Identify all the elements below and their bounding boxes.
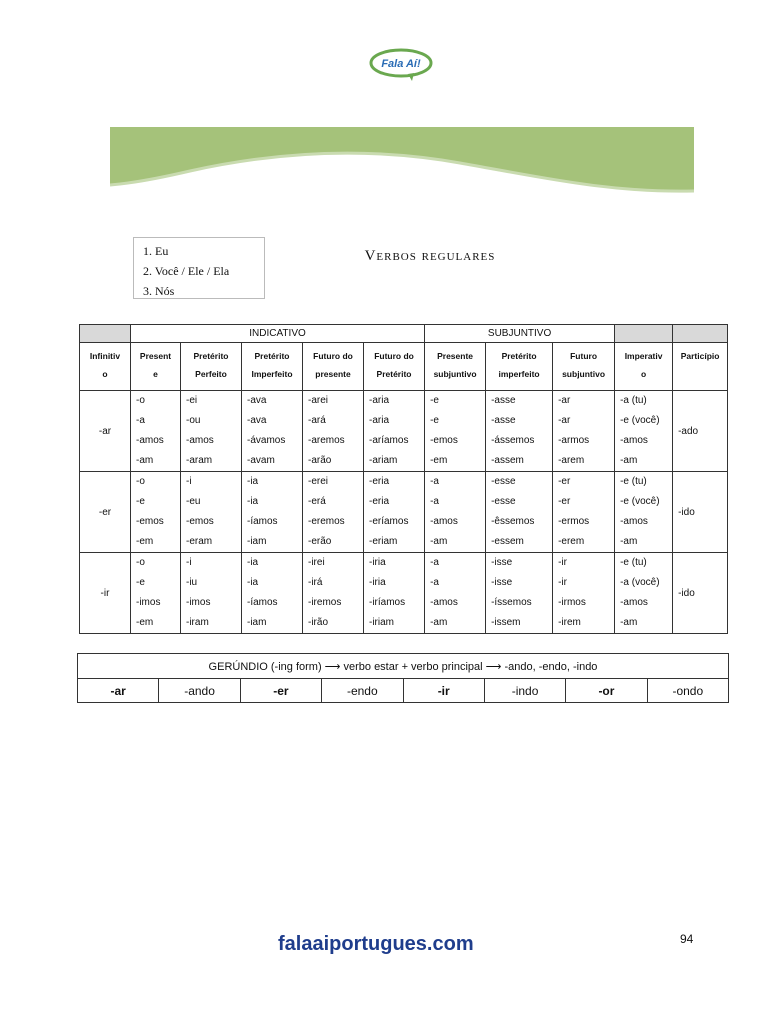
ending: -am — [620, 536, 638, 547]
column-header-line: Futuro — [570, 351, 598, 361]
column-header-line: Pretérito — [193, 351, 229, 361]
ending: -emos — [186, 516, 214, 527]
ending: -erão — [308, 536, 332, 547]
gerund-infinitive: -ir — [403, 679, 484, 703]
conjugation-cell — [242, 472, 303, 553]
ending: -irmos — [558, 597, 586, 608]
column-header — [80, 343, 131, 391]
ending: -am — [136, 455, 154, 466]
ending: -isse — [491, 557, 513, 568]
ending: -arei — [308, 395, 329, 406]
ending: -a — [136, 415, 145, 426]
ending: -iremos — [308, 597, 342, 608]
ending: -ia — [247, 476, 259, 487]
ending: -a — [430, 476, 439, 487]
ending: -ir — [558, 557, 567, 568]
website-link[interactable]: falaaiportugues.com — [278, 933, 474, 955]
corner-cell — [673, 325, 728, 343]
participle-ending: -ado — [673, 391, 728, 472]
ending: -irei — [308, 557, 325, 568]
column-header-line: imperfeito — [498, 369, 540, 379]
ending: -armos — [558, 435, 590, 446]
column-header — [131, 343, 181, 391]
ending: -aram — [186, 455, 213, 466]
conjugation-cell — [615, 553, 673, 634]
conjugation-cell — [364, 472, 425, 553]
column-header — [364, 343, 425, 391]
ending: -ir — [558, 577, 567, 588]
ending: -er — [558, 476, 571, 487]
ending: -em — [136, 617, 154, 628]
gerund-infinitive: -ar — [78, 679, 159, 703]
ending: -ermos — [558, 516, 590, 527]
column-header-line: Particípio — [680, 351, 720, 361]
conjugation-cell — [242, 391, 303, 472]
table-row — [80, 391, 728, 472]
conjugation-cell — [486, 553, 553, 634]
ending: -a — [430, 496, 439, 507]
ending: -eremos — [308, 516, 345, 527]
ending: -avam — [247, 455, 275, 466]
column-header — [181, 343, 242, 391]
conjugation-cell — [364, 553, 425, 634]
column-header-line: subjuntivo — [433, 369, 477, 379]
column-header-line: Futuro do — [374, 351, 414, 361]
ending: -essem — [491, 536, 524, 547]
gerund-ending: -ondo — [647, 679, 728, 703]
ending: -asse — [491, 415, 516, 426]
ending: -irá — [308, 577, 323, 588]
ending: -a — [430, 557, 439, 568]
ending: -er — [558, 496, 571, 507]
ending: -ia — [247, 577, 259, 588]
ending: -aria — [369, 415, 390, 426]
ending: -em — [136, 536, 154, 547]
ending: -êssemos — [491, 516, 535, 527]
corner-cell — [80, 325, 131, 343]
ending: -o — [136, 476, 145, 487]
ending: -i — [186, 557, 192, 568]
ending: -aria — [369, 395, 390, 406]
ending: -eria — [369, 476, 390, 487]
ending: -arão — [308, 455, 332, 466]
ending: -ou — [186, 415, 201, 426]
conjugation-cell — [486, 472, 553, 553]
page-number: 94 — [680, 932, 694, 946]
gerund-infinitive: -er — [240, 679, 321, 703]
gerund-header: GERÚNDIO (-ing form) ⟶ verbo estar + verbo principal ⟶ -ando, -endo, -indo — [78, 654, 729, 679]
ending: -esse — [491, 476, 516, 487]
column-header-line: presente — [315, 369, 351, 379]
participle-ending: -ido — [673, 472, 728, 553]
ending: -o — [136, 557, 145, 568]
ending: -erei — [308, 476, 329, 487]
ending: -imos — [136, 597, 161, 608]
conjugation-cell — [425, 391, 486, 472]
ending: -e — [136, 496, 145, 507]
ending: -e — [136, 577, 145, 588]
conjugation-cell — [615, 472, 673, 553]
ending: -amos — [430, 597, 458, 608]
page-title: Verbos regulares — [364, 248, 496, 264]
column-header — [673, 343, 728, 391]
ending: -ar — [558, 395, 571, 406]
column-header — [303, 343, 364, 391]
column-header-line: Imperfeito — [251, 369, 293, 379]
ending: -issem — [491, 617, 521, 628]
ending: -e — [430, 395, 439, 406]
column-header-line: Perfeito — [195, 369, 227, 379]
pronoun-item: 3. Nós — [143, 284, 175, 298]
conjugation-cell — [131, 391, 181, 472]
ending: -am — [620, 455, 638, 466]
gerund-ending: -indo — [484, 679, 565, 703]
ending: -e — [430, 415, 439, 426]
ending: -ei — [186, 395, 198, 406]
ending: -aríamos — [369, 435, 409, 446]
pronoun-list — [133, 237, 265, 299]
conjugation-cell — [131, 472, 181, 553]
column-header — [486, 343, 553, 391]
ending: -am — [430, 536, 448, 547]
ending: -assem — [491, 455, 524, 466]
ending: -eríamos — [369, 516, 409, 527]
column-header-line: Futuro do — [313, 351, 353, 361]
conjugation-cell — [303, 472, 364, 553]
conjugation-cell — [181, 472, 242, 553]
pronoun-item: 2. Você / Ele / Ela — [143, 264, 230, 278]
conjugation-cell — [615, 391, 673, 472]
ending: -em — [430, 455, 448, 466]
ending: -e (tu) — [620, 557, 647, 568]
ending: -e (você) — [620, 415, 660, 426]
ending: -ia — [247, 496, 259, 507]
gerund-ending: -ando — [159, 679, 240, 703]
ending: -iríamos — [369, 597, 406, 608]
ending: -erá — [308, 496, 326, 507]
ending: -eria — [369, 496, 390, 507]
ending: -esse — [491, 496, 516, 507]
column-header-line: Present — [139, 351, 172, 361]
conjugation-cell — [303, 391, 364, 472]
conjugation-cell — [553, 553, 615, 634]
ending: -iria — [369, 557, 386, 568]
column-header — [425, 343, 486, 391]
column-header-line: o — [102, 369, 108, 379]
conjugation-cell — [364, 391, 425, 472]
conjugation-cell — [553, 391, 615, 472]
table-row — [80, 553, 728, 634]
ending: -amos — [620, 435, 648, 446]
column-header — [553, 343, 615, 391]
ending: -a — [430, 577, 439, 588]
ending: -amos — [620, 597, 648, 608]
conjugation-cell — [486, 391, 553, 472]
ending: -am — [430, 617, 448, 628]
logo-text: Fala Aí! — [381, 58, 421, 70]
ending: -isse — [491, 577, 513, 588]
gerund-ending: -endo — [322, 679, 403, 703]
indicativo-header: INDICATIVO — [131, 325, 425, 343]
ending: -iam — [247, 617, 267, 628]
column-header — [242, 343, 303, 391]
ending: -irem — [558, 617, 581, 628]
conjugation-cell — [303, 553, 364, 634]
ending: -imos — [186, 597, 211, 608]
ending: -a (você) — [620, 577, 660, 588]
ending: -aremos — [308, 435, 345, 446]
infinitive-ending: -er — [80, 472, 131, 553]
participle-ending: -ido — [673, 553, 728, 634]
gerund-infinitive: -or — [566, 679, 647, 703]
ending: -arem — [558, 455, 585, 466]
column-header-line: Presente — [437, 351, 474, 361]
header-banner — [110, 127, 694, 197]
ending: -a (tu) — [620, 395, 647, 406]
ending: -ávamos — [247, 435, 286, 446]
column-header-line: Infinitiv — [89, 351, 121, 361]
ending: -íssemos — [491, 597, 532, 608]
ending: -iram — [186, 617, 209, 628]
column-header-line: Pretérito — [254, 351, 290, 361]
conjugation-cell — [425, 472, 486, 553]
ending: -emos — [136, 516, 164, 527]
ending: -o — [136, 395, 145, 406]
ending: -i — [186, 476, 192, 487]
ending: -íamos — [247, 597, 278, 608]
ending: -iria — [369, 577, 386, 588]
conjugation-cell — [181, 553, 242, 634]
column-header — [615, 343, 673, 391]
column-header-line: Imperativ — [624, 351, 663, 361]
infinitive-ending: -ar — [80, 391, 131, 472]
ending: -iriam — [369, 617, 394, 628]
ending: -iam — [247, 536, 267, 547]
ending: -eram — [186, 536, 213, 547]
ending: -iu — [186, 577, 198, 588]
column-header-line: subjuntivo — [562, 369, 606, 379]
ending: -íamos — [247, 516, 278, 527]
ending: -ássemos — [491, 435, 535, 446]
column-header-line: o — [640, 369, 647, 379]
ending: -eu — [186, 496, 201, 507]
conjugation-table — [79, 324, 728, 634]
ending: -ará — [308, 415, 326, 426]
ending: -amos — [430, 516, 458, 527]
ending: -e (você) — [620, 496, 660, 507]
subjuntivo-header: SUBJUNTIVO — [425, 325, 615, 343]
ending: -ariam — [369, 455, 398, 466]
table-row — [80, 472, 728, 553]
ending: -e (tu) — [620, 476, 647, 487]
ending: -emos — [430, 435, 458, 446]
conjugation-cell — [242, 553, 303, 634]
conjugation-cell — [553, 472, 615, 553]
ending: -irão — [308, 617, 329, 628]
ending: -ia — [247, 557, 259, 568]
ending: -ava — [247, 415, 267, 426]
infinitive-ending: -ir — [80, 553, 131, 634]
ending: -am — [620, 617, 638, 628]
conjugation-cell — [181, 391, 242, 472]
ending: -amos — [136, 435, 164, 446]
corner-cell — [615, 325, 673, 343]
column-header-line: Pretérito — [501, 351, 537, 361]
ending: -erem — [558, 536, 585, 547]
ending: -amos — [620, 516, 648, 527]
conjugation-cell — [131, 553, 181, 634]
ending: -ava — [247, 395, 267, 406]
column-header-line: Pretérito — [376, 369, 412, 379]
ending: -ar — [558, 415, 571, 426]
ending: -amos — [186, 435, 214, 446]
conjugation-cell — [425, 553, 486, 634]
column-header-line: e — [153, 369, 158, 379]
ending: -asse — [491, 395, 516, 406]
gerund-table — [77, 653, 729, 703]
fala-ai-logo — [368, 46, 434, 82]
pronoun-item: 1. Eu — [143, 244, 169, 258]
ending: -eriam — [369, 536, 398, 547]
